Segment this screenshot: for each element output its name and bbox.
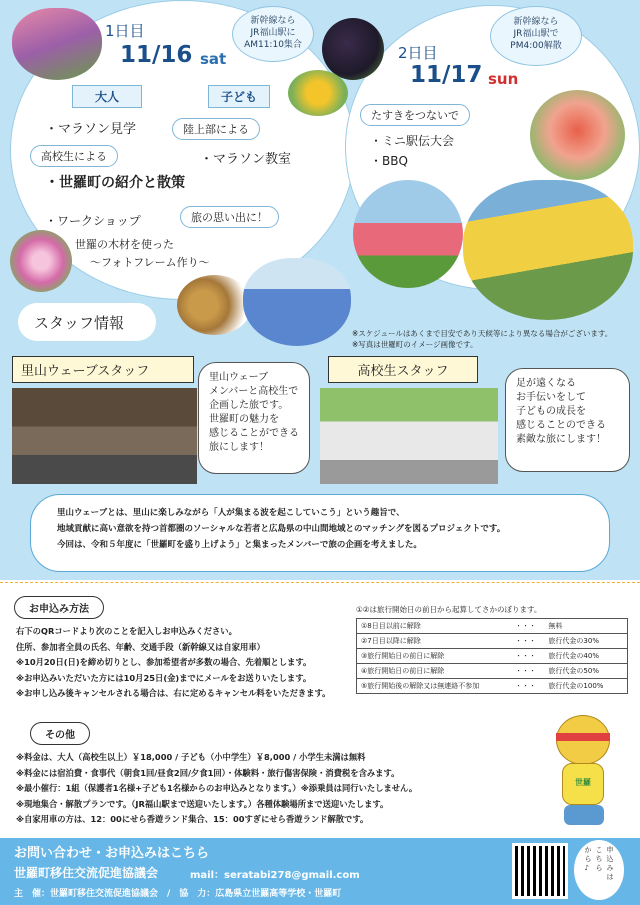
cancel-fee-cell: 旅行代金の40%: [544, 649, 627, 664]
cancel-intro: ①②は旅行開始日の前日から起算してさかのぼります。: [356, 605, 542, 614]
cancel-dots-cell: ・・・: [507, 679, 545, 694]
sera-mascot-illustration: [548, 715, 618, 830]
satoyama-speech-bubble: 里山ウェーブ メンバーと高校生で 企画した旅です。 世羅町の魅力を 感じることができる 旅にします！: [198, 362, 310, 474]
cancel-fee-cell: 旅行代金の30%: [544, 634, 627, 649]
rose-photo: [530, 90, 625, 180]
cancel-case-cell: ①8日目以前に解除: [357, 619, 507, 634]
apply-instructions: 右下のQRコードより次のことを記入しお申込みください。 住所、参加者全員の氏名、年齢、交通手段（新幹線又は自家用車） ※10月20日(日)を締め切りとし、参加希望者が多数の場合、先着順とします。 ※お申込みいただいた方には10月25日(金)までにメールをお送りいたします。 ※お申し込み後キャンセルされる場合は、右に定めるキャンセル料をいただきます。: [16, 626, 331, 698]
pear-photo: [177, 275, 252, 335]
highschool-tag: 高校生による: [30, 145, 118, 167]
cancel-row: [357, 649, 628, 664]
other-heading: その他: [30, 722, 90, 745]
adult-label: 大人: [72, 85, 142, 108]
memory-tag: 旅の思い出に！: [180, 206, 279, 228]
nemophila-photo: [243, 258, 351, 346]
child-label: 子ども: [208, 85, 270, 108]
highschool-staff-title: 高校生スタッフ: [328, 356, 478, 383]
day1-date: 11/16: [120, 42, 193, 68]
apply-heading: お申込み方法: [14, 596, 104, 619]
day2-dow: sun: [488, 70, 519, 88]
qr-note-bubble: 申 込 み は こ ち ら か ら ♪: [574, 840, 624, 900]
cancel-case-cell: ④旅行開始日の前日に解除: [357, 664, 507, 679]
about-satoyama-wave: 里山ウェーブとは、里山に楽しみながら「人が集まる波を起こしていこう」という趣旨で、 地域貢献に高い意欲を持つ首都圏のソーシャルな若者と広島県の中山間地域とのマッチングを図るプロジェクトです。 今回は、令和５年度に「世羅町を盛り上げよう」と集まったメンバーで旅の企画を考えました。: [30, 494, 610, 572]
highschool-speech-bubble: 足が遠くなる お手伝いをして 子どもの成長を 感じることのできる 素敵な旅にします！: [505, 368, 630, 472]
cancel-case-cell: ⑤旅行開始後の解除又は無連絡不参加: [357, 679, 507, 694]
staff-section-title: スタッフ情報: [18, 303, 156, 341]
dahlia-photo: [10, 230, 72, 292]
day2-date: 11/17: [410, 62, 483, 88]
mascot-headband: [556, 733, 610, 741]
satoyama-staff-photo: [12, 388, 197, 484]
marathon-watch-item: ・マラソン見学: [45, 122, 137, 137]
cancel-fee-cell: 無料: [544, 619, 627, 634]
day1-label: 1日目: [105, 22, 145, 40]
grape-photo: [322, 18, 384, 80]
section-divider: [0, 582, 640, 583]
mascot-legs: [564, 805, 604, 825]
cancel-dots-cell: ・・・: [507, 664, 545, 679]
flower-field-photo: [12, 8, 102, 80]
cancel-fee-cell: 旅行代金の100%: [544, 679, 627, 694]
cancel-row: [357, 679, 628, 694]
highschool-staff-photo: [320, 388, 498, 484]
contact-heading: お問い合わせ・お申込みはこちら: [14, 846, 210, 861]
tulip-photo: [353, 180, 463, 288]
tasuki-tag: たすきをつないで: [360, 104, 470, 126]
day2-dismiss-note: 新幹線なら JR福山駅で PM4:00解散: [490, 6, 582, 66]
schedule-notes: ※スケジュールはあくまで目安であり天候等により異なる場合がございます。 ※写真は世羅町のイメージ画像です。: [352, 329, 613, 349]
bbq-item: ・BBQ: [370, 154, 408, 168]
satoyama-staff-title: 里山ウェーブスタッフ: [12, 356, 194, 383]
cancel-row: [357, 619, 628, 634]
other-notes: ※料金は、大人（高校生以上）￥18,000 / 子ども（小中学生）￥8,000 / 小学生未満は無料 ※料金には宿泊費・食事代（朝食1回/昼食2回/夕食1回）・体験料・旅行傷害保険・消費税を含みます。 ※最小催行：1組（保護者1名様+子ども1名様からのお申込みとなります。）※添乗員は同行いたしません。 ※現地集合・解散プランです。（JR福山駅まで送迎いたします。）各種体験場所まで送迎いたします。 ※自家用車の方は、12：00にせら香遊ランド集合、15：00すぎにせら香遊ランド解散です。: [16, 752, 418, 824]
children-sunflower-photo: [463, 180, 633, 320]
cancel-row: [357, 664, 628, 679]
marathon-class-item: ・マラソン教室: [200, 152, 292, 167]
mail-link[interactable]: seratabi278@gmail.com: [224, 870, 360, 881]
cancel-fee-cell: 旅行代金の50%: [544, 664, 627, 679]
workshop-item: ・ワークショップ: [45, 214, 141, 228]
org-name: 世羅町移住交流促進協議会: [14, 866, 159, 880]
cancel-case-cell: ②7日目以降に解除: [357, 634, 507, 649]
cancel-fee-table: [356, 618, 628, 694]
day1-dow: sat: [200, 50, 227, 68]
mascot-sash: 世羅: [575, 778, 591, 787]
cancel-row: [357, 634, 628, 649]
day1-meet-note: 新幹線なら JR福山駅に AM11:10集合: [232, 6, 314, 62]
cancel-dots-cell: ・・・: [507, 634, 545, 649]
frame-item: 〜フォトフレーム作り〜: [90, 256, 210, 269]
mail-line: mail：seratabi278@gmail.com: [190, 870, 360, 881]
cancel-case-cell: ③旅行開始日の前日に解除: [357, 649, 507, 664]
cancel-dots-cell: ・・・: [507, 649, 545, 664]
day2-label: 2日目: [398, 44, 438, 62]
cancel-dots-cell: ・・・: [507, 619, 545, 634]
sponsor-line: 主 催：世羅町移住交流促進協議会 / 協 力：広島県立世羅高等学校・世羅町: [14, 889, 342, 899]
sera-tour-item: ・世羅町の紹介と散策: [45, 175, 185, 191]
ekiden-item: ・ミニ駅伝大会: [370, 134, 455, 148]
qr-code[interactable]: [512, 843, 568, 899]
track-club-tag: 陸上部による: [172, 118, 260, 140]
sunflower-photo: [288, 70, 348, 116]
wood-item: 世羅の木材を使った: [75, 238, 174, 251]
